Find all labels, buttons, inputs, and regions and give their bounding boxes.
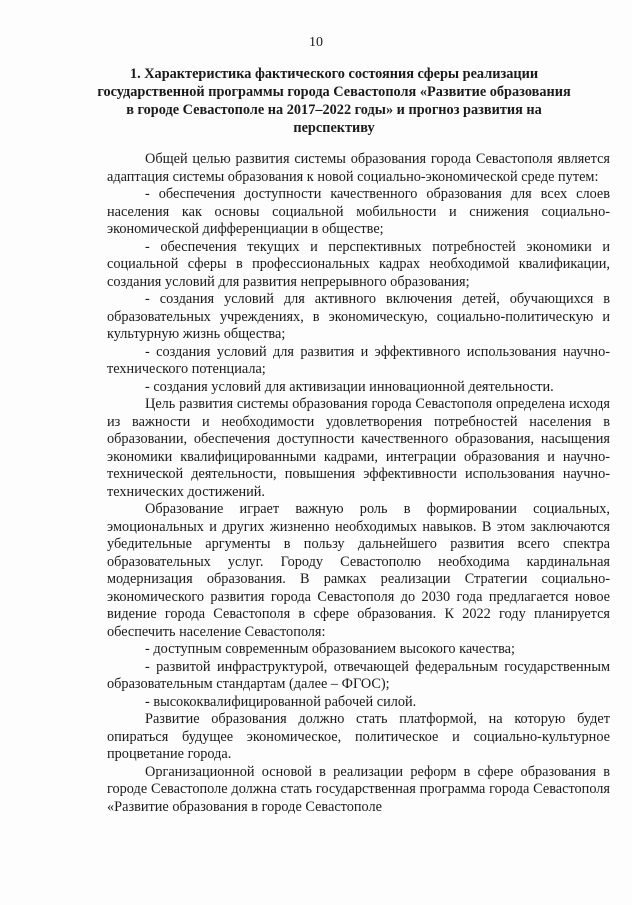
paragraph-role: Образование играет важную роль в формировании социальных, эмоциональных и других жизненно необходимых навыков. В этом заключаются убедительные аргументы в пользу дальнейшего развития всего спектра образовательных услуг. Городу Севастополю необходима кардинальная модернизация образования. В рамках реализации Стратегии социально-экономического развития города Севастополя до 2030 года предлагается новое видение города Севастополя в сфере образования. К 2022 году планируется обеспечить население Севастополя: <box>107 501 610 640</box>
page-number: 10 <box>309 35 323 50</box>
paragraph-program: Организационной основой в реализации реформ в сфере образования в городе Севастополе должна стать государственная программа города Севастополя «Развитие образования в городе Севастополе <box>107 763 610 815</box>
paragraph-intro: Общей целью развития системы образования города Севастополя является адаптация системы образования к новой социально-экономической среде путем: <box>107 151 610 185</box>
heading-line: государственной программы города Севастополя «Развитие образования <box>97 84 571 100</box>
heading-line: перспективу <box>293 120 375 136</box>
paragraph-goal: Цель развития системы образования города Севастополя определена исходя из важности и необходимости удовлетворения потребностей населения в образовании, обеспечения доступности качественного образования, насыщения экономики квалифицированными кадрами, интеграции образования и научно-технической деятельности, повышения эффективности использования научно-технических достижений. <box>107 396 610 500</box>
paragraph-platform: Развитие образования должно стать платформой, на которую будет опираться будущее экономическое, политическое и социально-культурное процветание города. <box>107 711 610 762</box>
body-text <box>107 151 610 816</box>
list-item: - доступным современным образованием высокого качества; <box>145 641 515 657</box>
heading-line: 1. Характеристика фактического состояния сферы реализации <box>129 66 539 82</box>
list-item: - создания условий для развития и эффективного использования научно-технического потенциала; <box>107 343 610 377</box>
section-heading <box>92 65 576 137</box>
heading-line: в городе Севастополе на 2017–2022 годы» и прогноз развития на <box>126 102 542 118</box>
list-item: - обеспечения доступности качественного образования для всех слоев населения как основы социальной мобильности и снижения социально-экономической дифференциации в обществе; <box>107 186 610 237</box>
list-item: - создания условий для активного включения детей, обучающихся в образовательных учреждениях, в экономическую, социально-политическую и культурную жизнь общества; <box>107 291 610 342</box>
list-item: - обеспечения текущих и перспективных потребностей экономики и социальной сферы в профессиональных кадрах необходимой квалификации, создания условий для развития непрерывного образования; <box>107 238 610 290</box>
list-item: - создания условий для активизации инновационной деятельности. <box>145 378 554 395</box>
list-item: - развитой инфраструктурой, отвечающей федеральным государственным образовательным стандартам (далее – ФГОС); <box>107 658 610 692</box>
list-item: - высококвалифицированной рабочей силой. <box>145 693 417 710</box>
